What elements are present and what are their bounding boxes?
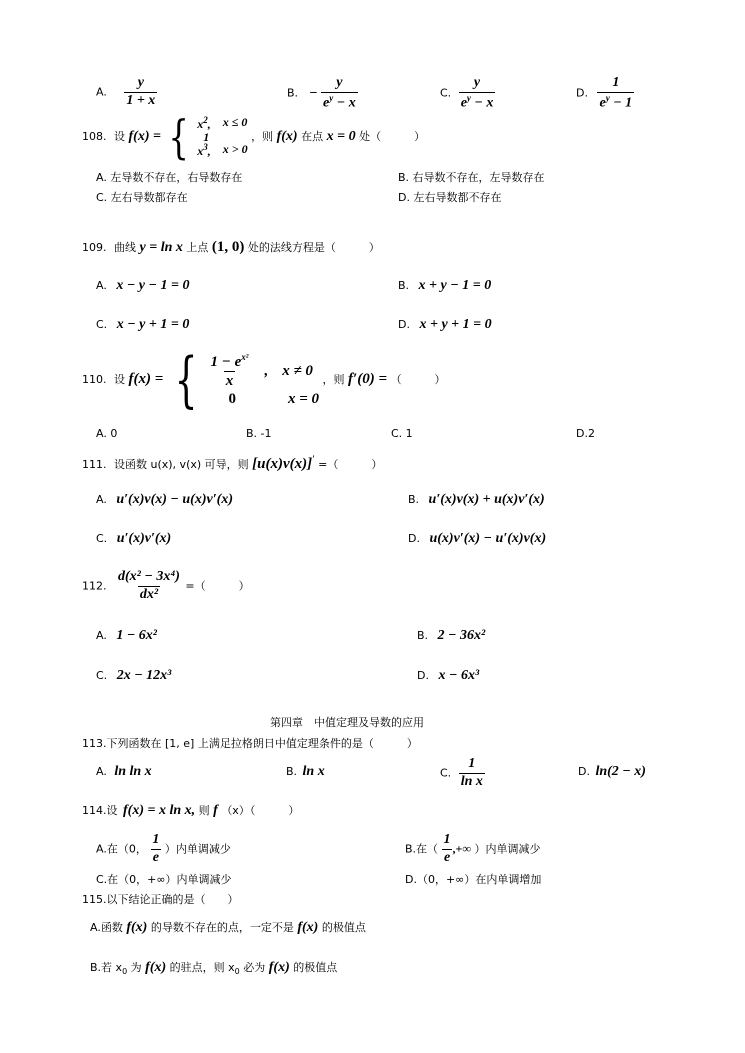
q114-option-b: B.在（ $\frac{1}{e}$ ,+∞ ）内单调减少 xyxy=(405,832,541,865)
q107-option-c: C. $\frac{y}{e^y - x}$ xyxy=(440,75,494,111)
q110-left-brace: { xyxy=(174,345,198,415)
q111-option-a: A. u′(x)v(x) − u(x)v′(x) xyxy=(96,492,233,507)
q109-option-a: A. x − y − 1 = 0 xyxy=(96,278,190,293)
q113-stem: 113.下列函数在 [1, e] 上满足拉格朗日中值定理条件的是（ ） xyxy=(82,737,418,750)
q112-option-c: C. 2x − 12x³ xyxy=(96,668,172,683)
q110-option-d: D.2 xyxy=(576,427,595,440)
q108-option-a: A. 左导数不存在，右导数存在 xyxy=(96,171,243,184)
q111-option-d: D. u(x)v′(x) − u′(x)v(x) xyxy=(408,531,547,546)
q113-option-a: A. ln ln x xyxy=(96,764,152,779)
q111-option-b: B. u′(x)v(x) + u(x)v′(x) xyxy=(408,492,545,507)
q113-option-d: D. ln(2 − x) xyxy=(578,764,646,779)
q114-stem: 114.设 f(x) = x ln x, 则 f （x）（ ） xyxy=(82,803,300,818)
q110-piecewise: $\frac{1 - e^{x^2}}{x}$ , x ≠ 0 0 x = 0 xyxy=(210,352,320,407)
q108-left-brace: { xyxy=(168,110,190,164)
q108-option-d: D. 左右导数都不存在 xyxy=(398,191,502,204)
q110-option-b: B. -1 xyxy=(246,427,272,440)
q107-option-d: D. $\frac{1}{e^y - 1}$ xyxy=(576,75,633,111)
chapter-title: 第四章 中值定理及导数的应用 xyxy=(270,716,424,729)
q115-option-a: A.函数 f(x) 的导数不存在的点，一定不是 f(x) 的极值点 xyxy=(90,920,366,935)
q114-option-c: C.在（0，+∞）内单调减少 xyxy=(96,873,232,886)
q115-option-b: B.若 $x_0$ 为 f(x) 的驻点，则 $x_0$ 必为 f(x) 的极值点 xyxy=(90,960,338,977)
q108-stem: 108. 设 f(x) = { $x^2$, x ≤ 0 1 $x^3$, x > 0 ，则 f(x) 在点 x = 0 处（ ） xyxy=(82,110,426,164)
q112-option-a: A. 1 − 6x² xyxy=(96,628,158,643)
q108-option-c: C. 左右导数都存在 xyxy=(96,191,188,204)
q115-stem: 115.以下结论正确的是（ ） xyxy=(82,893,239,906)
q109-option-d: D. x + y + 1 = 0 xyxy=(398,317,492,332)
q111-option-c: C. u′(x)v′(x) xyxy=(96,531,172,546)
q107-option-b: B. − $\frac{y}{e^y - x}$ xyxy=(287,75,356,111)
q107-option-a: A. $\frac{y}{1 + x}$ xyxy=(96,75,156,108)
q114-option-a: A.在（0， $\frac{1}{e}$ ）内单调减少 xyxy=(96,832,231,865)
q108-piecewise: $x^2$, x ≤ 0 1 $x^3$, x > 0 xyxy=(197,115,248,159)
q109-stem: 109. 曲线 y = ln x 上点 (1, 0) 处的法线方程是（ ） xyxy=(82,239,380,255)
q113-option-c: C. $\frac{1}{\text{ln x}}$ xyxy=(440,756,483,789)
q108-option-b: B. 右导数不存在，左导数存在 xyxy=(398,171,545,184)
q112-stem: 112. $\frac{\text{d(x² − 3x⁴)}}{\text{dx²}}$ =（ ） xyxy=(82,569,250,602)
q114-option-d: D.（0，+∞）在内单调增加 xyxy=(405,873,542,886)
q110-option-a: A. 0 xyxy=(96,427,118,440)
q109-option-c: C. x − y + 1 = 0 xyxy=(96,317,190,332)
q109-option-b: B. x + y − 1 = 0 xyxy=(398,278,492,293)
q112-option-b: B. 2 − 36x² xyxy=(417,628,486,643)
q107-a-denominator: 1 + x xyxy=(126,92,156,108)
q110-option-c: C. 1 xyxy=(391,427,413,440)
q107-a-numerator: y xyxy=(137,75,144,90)
q110-stem: 110. 设 f(x) = { $\frac{1 - e^{x^2}}{x}$ , x ≠ 0 0 x = 0 ，则 f′(0) = （ ） xyxy=(82,345,446,415)
q111-stem: 111. 设函数 u(x), v(x) 可导，则 [u(x)v(x)]′ =（ ） xyxy=(82,454,383,472)
q113-option-b: B. ln x xyxy=(286,764,325,779)
q112-option-d: D. x − 6x³ xyxy=(417,668,480,683)
